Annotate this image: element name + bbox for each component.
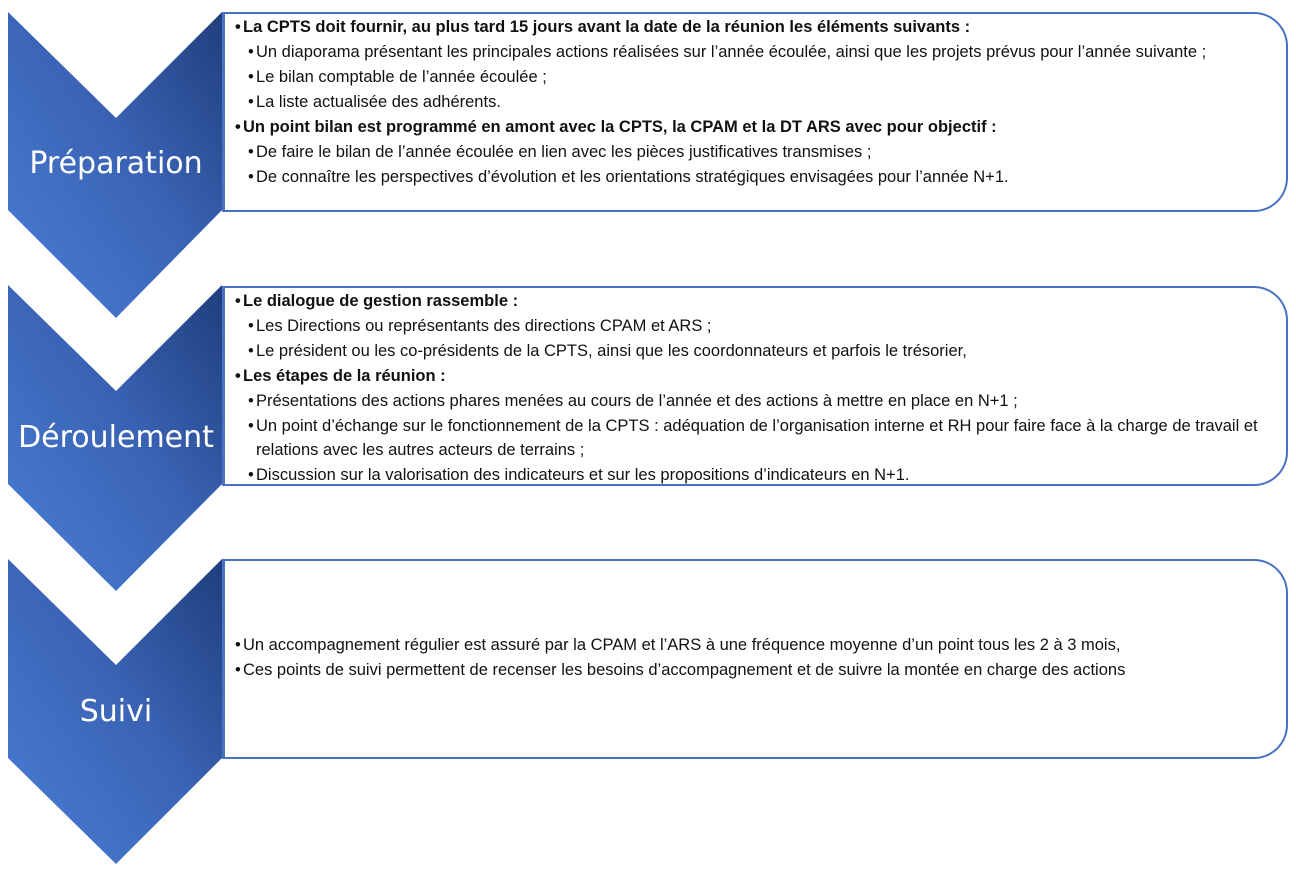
list-item: • De connaître les perspectives d’évolution et les orientations stratégiques envisagées pour l’année N+1. [235, 165, 1272, 190]
panel-suivi [222, 559, 1288, 759]
list-item: • Un diaporama présentant les principales actions réalisées sur l’année écoulée, ainsi que les projets prévus pour l’année suivante ; [235, 40, 1272, 65]
list-item: • Les Directions ou représentants des directions CPAM et ARS ; [235, 314, 1272, 339]
list-item: • Le président ou les co-présidents de la CPTS, ainsi que les coordonnateurs et parfois le trésorier, [235, 339, 1272, 364]
list-item: • Les étapes de la réunion : [235, 364, 1272, 389]
list-item: • Discussion sur la valorisation des indicateurs et sur les propositions d’indicateurs en N+1. [235, 463, 1272, 488]
list-item: • Un accompagnement régulier est assuré par la CPAM et l’ARS à une fréquence moyenne d’un point tous les 2 à 3 mois, [235, 633, 1272, 658]
panel-deroulement [222, 286, 1288, 486]
step-label-deroulement: Déroulement [18, 420, 214, 455]
list-item: • Un point bilan est programmé en amont avec la CPTS, la CPAM et la DT ARS avec pour objectif : [235, 115, 1272, 140]
list-item: • Un point d’échange sur le fonctionnement de la CPTS : adéquation de l’organisation interne et RH pour faire face à la charge de travail et relations avec les autres acteurs de terrains ; [235, 414, 1272, 463]
list-item: • Présentations des actions phares menées au cours de l’année et des actions à mettre en place en N+1 ; [235, 389, 1272, 414]
list-item: • Le dialogue de gestion rassemble : [235, 289, 1272, 314]
step-label-preparation: Préparation [29, 146, 203, 181]
list-item: • De faire le bilan de l’année écoulée en lien avec les pièces justificatives transmises ; [235, 140, 1272, 165]
step-label-suivi: Suivi [79, 694, 153, 729]
list-item: • La liste actualisée des adhérents. [235, 90, 1272, 115]
list-item: • Le bilan comptable de l’année écoulée ; [235, 65, 1272, 90]
list-item: • La CPTS doit fournir, au plus tard 15 jours avant la date de la réunion les éléments suivants : [235, 15, 1272, 40]
panel-preparation [222, 12, 1288, 212]
list-item: • Ces points de suivi permettent de recenser les besoins d’accompagnement et de suivre la montée en charge des actions [235, 658, 1272, 683]
